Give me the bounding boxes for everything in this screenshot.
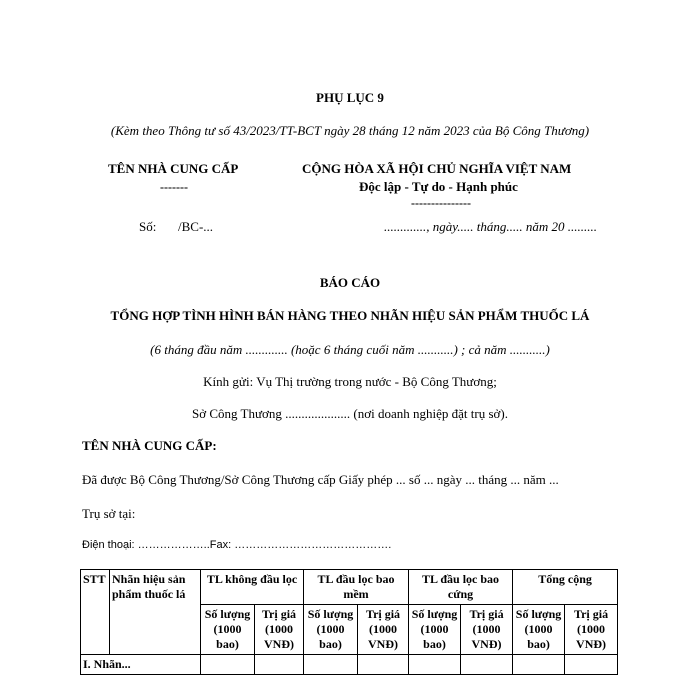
number-label: Số: (139, 219, 157, 234)
header-stt: STT (81, 570, 110, 655)
appendix-title: PHỤ LỤC 9 (316, 90, 384, 105)
subheader-qty: Số lượng (1000 bao) (201, 605, 255, 655)
header-group-total: Tổng cộng (513, 570, 618, 605)
supplier-name-header: TÊN NHÀ CUNG CẤP (108, 161, 239, 176)
header-group-no-filter: TL không đầu lọc (201, 570, 304, 605)
report-period: (6 tháng đầu năm ............. (hoặc 6 tháng cuối năm ...........) ; cả năm ...........) (150, 342, 550, 357)
subheader-value: Trị giá (1000 VNĐ) (358, 605, 409, 655)
left-dash: ------- (160, 180, 188, 194)
right-dash: --------------- (411, 196, 471, 210)
header-brand: Nhãn hiệu sản phẩm thuốc lá (110, 570, 201, 655)
phone-fax-line: Điện thoại: ………………..Fax: ……………………………………. (82, 539, 392, 551)
country-name: CỘNG HÒA XÃ HỘI CHỦ NGHĨA VIỆT NAM (302, 161, 572, 176)
first-row-label: I. Nhãn... (81, 655, 201, 675)
supplier-info-heading: TÊN NHÀ CUNG CẤP: (82, 438, 217, 453)
number-value: /BC-... (178, 219, 214, 234)
address-label: Trụ sở tại: (82, 506, 136, 521)
recipient-line-2: Sở Công Thương .................... (nơi doanh nghiệp đặt trụ sở). (192, 406, 508, 421)
table-row (81, 655, 618, 675)
table-header-row (81, 570, 618, 605)
subheader-qty: Số lượng (1000 bao) (409, 605, 461, 655)
subheader-qty: Số lượng (1000 bao) (513, 605, 565, 655)
header-group-hard-pack: TL đầu lọc bao cứng (409, 570, 513, 605)
appendix-note: (Kèm theo Thông tư số 43/2023/TT-BCT ngày 28 tháng 12 năm 2023 của Bộ Công Thương) (110, 123, 590, 138)
sales-report-table (80, 569, 618, 675)
national-motto: Độc lập - Tự do - Hạnh phúc (359, 179, 518, 194)
recipient-line-1: Kính gửi: Vụ Thị trường trong nước - Bộ Công Thương; (203, 374, 497, 389)
report-subtitle: TỔNG HỢP TÌNH HÌNH BÁN HÀNG THEO NHÃN HIỆU SẢN PHẨM THUỐC LÁ (110, 308, 590, 323)
subheader-value: Trị giá (1000 VNĐ) (565, 605, 618, 655)
date-line: ............., ngày..... tháng..... năm 20 ......... (384, 219, 598, 234)
subheader-qty: Số lượng (1000 bao) (304, 605, 358, 655)
subheader-value: Trị giá (1000 VNĐ) (461, 605, 513, 655)
license-line: Đã được Bộ Công Thương/Sở Công Thương cấp Giấy phép ... số ... ngày ... tháng ... năm ... (82, 472, 559, 487)
header-group-soft-pack: TL đầu lọc bao mềm (304, 570, 409, 605)
subheader-value: Trị giá (1000 VNĐ) (255, 605, 304, 655)
report-title: BÁO CÁO (319, 275, 381, 290)
